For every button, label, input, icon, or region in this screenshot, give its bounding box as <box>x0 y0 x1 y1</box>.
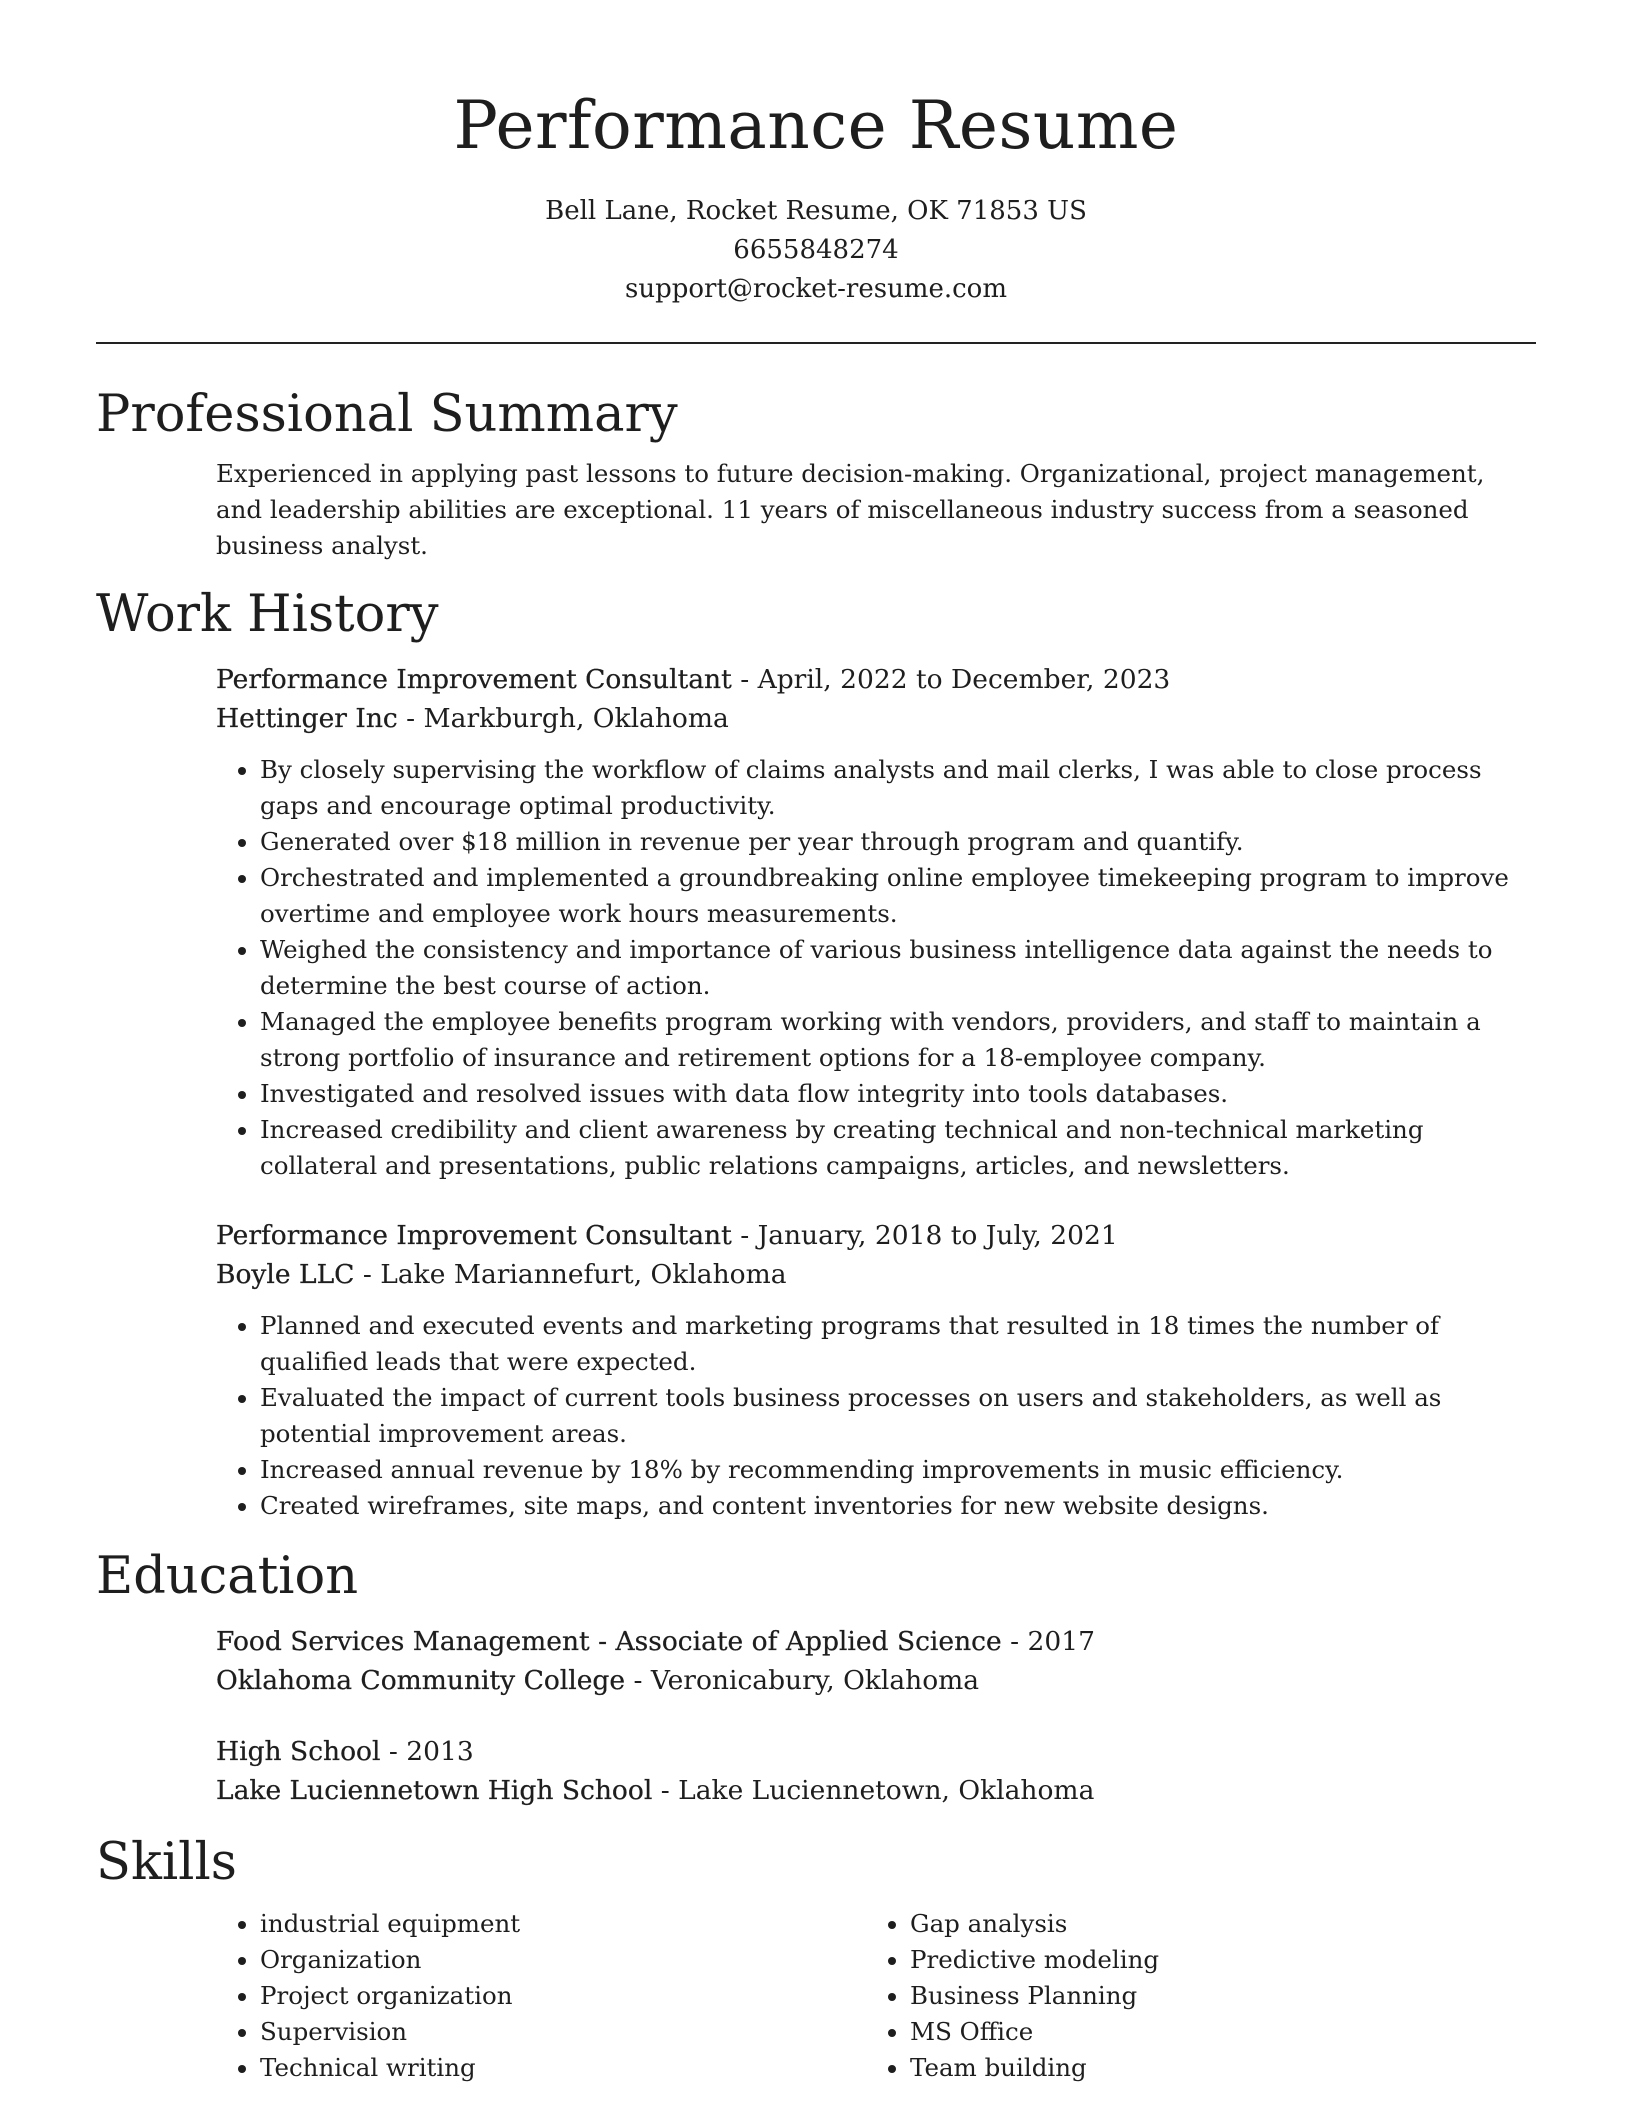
skills-section <box>96 1826 1536 2086</box>
education-entry <box>216 1732 1536 1810</box>
address: Bell Lane, Rocket Resume, OK 71853 US <box>545 196 1087 226</box>
education-year: - 2017 <box>1001 1626 1095 1657</box>
job-bullet: • Managed the employee benefits program working with vendors, providers, and staff to maintain a strong portfolio of insurance and retirement options for a 18-employee company. <box>260 1004 1536 1076</box>
education-location: - Veronicabury, Oklahoma <box>625 1665 980 1696</box>
work-history-heading: Work History <box>96 585 439 644</box>
job-title-line <box>216 1216 1536 1255</box>
education-section <box>96 1540 1536 1810</box>
education-school-line <box>216 1771 1536 1810</box>
skills-columns <box>216 1906 1536 2086</box>
skills-list-left <box>216 1906 866 2086</box>
skill-item: • industrial equipment <box>260 1906 866 1942</box>
job-bullets <box>216 1308 1536 1524</box>
skill-item: • MS Office <box>910 2014 1490 2050</box>
candidate-name: Performance Resume <box>453 87 1179 164</box>
job-location: - Markburgh, Oklahoma <box>397 703 729 734</box>
job-bullet: • Created wireframes, site maps, and content inventories for new website designs. <box>260 1488 1536 1524</box>
contact-block <box>0 192 1632 309</box>
job-company-line <box>216 1255 1536 1294</box>
education-body <box>216 1622 1536 1810</box>
job-title: Performance Improvement Consultant <box>216 1220 732 1251</box>
header-divider <box>96 342 1536 344</box>
summary-text: Experienced in applying past lessons to future decision-making. Organizational, project management, and leadership abilities are exceptional. 11 years of miscellaneous industry success from a seasoned business analyst. <box>216 459 1485 560</box>
job-bullet: • Weighed the consistency and importance of various business intelligence data against the needs to determine the best course of action. <box>260 932 1536 1004</box>
education-heading: Education <box>96 1547 359 1606</box>
job-location: - Lake Mariannefurt, Oklahoma <box>354 1259 787 1290</box>
summary-heading: Professional Summary <box>96 385 678 444</box>
work-history-body <box>216 660 1536 1524</box>
skills-list-right <box>866 1906 1490 2086</box>
education-school-line <box>216 1661 1536 1700</box>
skills-body <box>216 1906 1536 2086</box>
education-program: High School <box>216 1736 381 1767</box>
skill-item: • Supervision <box>260 2014 866 2050</box>
skills-heading: Skills <box>96 1833 237 1892</box>
skill-item: • Business Planning <box>910 1978 1490 2014</box>
skill-item: • Team building <box>910 2050 1490 2086</box>
summary-section <box>96 378 1536 564</box>
skill-item: • Gap analysis <box>910 1906 1490 1942</box>
skill-item: • Technical writing <box>260 2050 866 2086</box>
education-program: Food Services Management - Associate of Applied Science <box>216 1626 1002 1657</box>
job-dates: - April, 2022 to December, 2023 <box>731 664 1171 695</box>
work-history-section <box>96 578 1536 1524</box>
summary-body <box>216 456 1536 564</box>
job-company-line <box>216 699 1536 738</box>
job-bullets <box>216 752 1536 1184</box>
job-entry <box>216 1216 1536 1524</box>
resume-content <box>96 378 1536 2086</box>
education-school: Lake Luciennetown High School <box>216 1775 653 1806</box>
job-title: Performance Improvement Consultant <box>216 664 732 695</box>
skill-item: • Predictive modeling <box>910 1942 1490 1978</box>
job-title-line <box>216 660 1536 699</box>
skill-item: • Organization <box>260 1942 866 1978</box>
phone-number: 6655848274 <box>733 235 899 265</box>
job-bullet: • By closely supervising the workflow of claims analysts and mail clerks, I was able to close process gaps and encourage optimal productivity. <box>260 752 1536 824</box>
job-bullet: • Investigated and resolved issues with data flow integrity into tools databases. <box>260 1076 1536 1112</box>
job-bullet: • Increased annual revenue by 18% by recommending improvements in music efficiency. <box>260 1452 1536 1488</box>
skill-item: • Project organization <box>260 1978 866 2014</box>
section-spacer <box>96 1524 1536 1540</box>
job-bullet: • Increased credibility and client awareness by creating technical and non-technical marketing collateral and presentations, public relations campaigns, articles, and newsletters. <box>260 1112 1536 1184</box>
job-bullet: • Generated over $18 million in revenue per year through program and quantify. <box>260 824 1536 860</box>
job-bullet: • Evaluated the impact of current tools business processes on users and stakeholders, as well as potential improvement areas. <box>260 1380 1536 1452</box>
job-entry <box>216 660 1536 1184</box>
resume-header <box>0 86 1632 309</box>
education-location: - Lake Luciennetown, Oklahoma <box>652 1775 1095 1806</box>
job-company: Boyle LLC <box>216 1259 355 1290</box>
job-bullet: • Orchestrated and implemented a groundbreaking online employee timekeeping program to improve overtime and employee work hours measurements. <box>260 860 1536 932</box>
email-address: support@rocket-resume.com <box>624 274 1007 304</box>
job-bullet: • Planned and executed events and marketing programs that resulted in 18 times the number of qualified leads that were expected. <box>260 1308 1536 1380</box>
education-program-line <box>216 1622 1536 1661</box>
education-program-line <box>216 1732 1536 1771</box>
education-entry <box>216 1622 1536 1700</box>
education-school: Oklahoma Community College <box>216 1665 626 1696</box>
job-company: Hettinger Inc <box>216 703 398 734</box>
section-spacer <box>96 1810 1536 1826</box>
education-year: - 2013 <box>380 1736 474 1767</box>
job-dates: - January, 2018 to July, 2021 <box>731 1220 1118 1251</box>
